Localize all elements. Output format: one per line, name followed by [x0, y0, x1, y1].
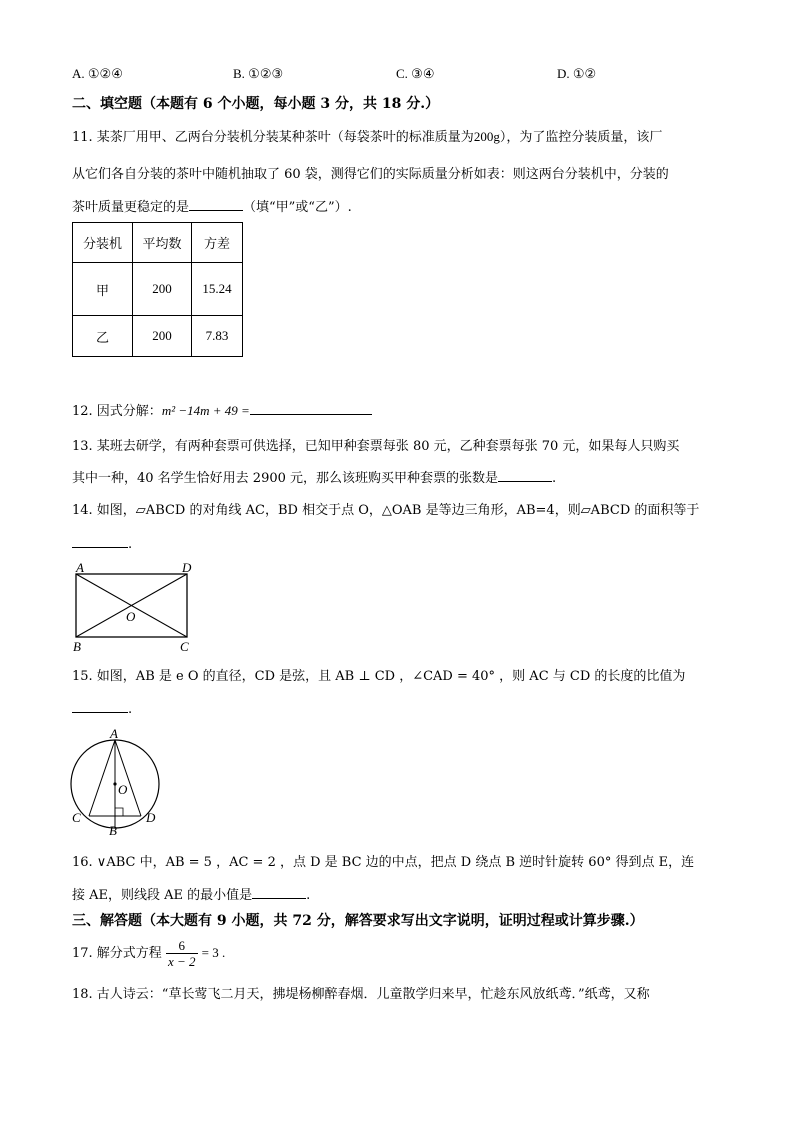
table-cell: 甲	[73, 263, 133, 316]
q16-line2	[72, 886, 310, 905]
q11-line1	[72, 128, 662, 147]
table-cell: 15.24	[192, 263, 243, 316]
label-b: B	[73, 639, 81, 654]
label-o: O	[118, 782, 128, 797]
center-dot	[113, 782, 116, 785]
q17-fraction	[166, 938, 198, 969]
q16-line2b: .	[306, 888, 311, 903]
q18-line1: 18. 古人诗云：“草长莺飞二月天，拂堤杨柳醉春烟．儿童散学归来早，忙趁东风放纸鸢．”纸鸢，又称	[72, 987, 650, 1002]
q11-line1a: 11. 某茶厂用甲、乙两台分装机分装某种茶叶（每袋茶叶的标准质量为	[72, 130, 474, 145]
q11-line2: 从它们各自分装的茶叶中随机抽取了 60 袋，测得它们的实际质量分析如表：则这两台分装机中，分装的	[72, 167, 669, 182]
label-c: C	[72, 810, 81, 825]
q15-line2-end: .	[128, 702, 133, 717]
q13-line2	[72, 469, 556, 488]
q17-denominator: x − 2	[167, 954, 196, 969]
label-c: C	[180, 639, 189, 654]
option-c: C. ③④	[396, 66, 435, 81]
q13-line1: 13. 某班去研学，有两种套票可供选择，已知甲种套票每张 80 元，乙种套票每张 70 元，如果每人只购买	[72, 439, 680, 454]
table-cell: 7.83	[192, 316, 243, 357]
q17-line	[72, 936, 225, 971]
table-cell: 200	[133, 263, 192, 316]
q14-rectangle-figure	[70, 558, 200, 654]
q11-line3a: 茶叶质量更稳定的是	[72, 200, 190, 215]
q13-line2b: .	[552, 471, 557, 486]
q12-text: 12. 因式分解：	[72, 404, 162, 419]
q12-expr: m² −14m + 49 =	[161, 403, 250, 418]
q15-line1: 15. 如图，AB 是 e O 的直径，CD 是弦，且 AB ⊥ CD ，∠CAD = 40° ，则 AC 与 CD 的长度的比值为	[72, 669, 686, 684]
table-header: 平均数	[133, 223, 192, 263]
q11-line1b: ），为了监控分装质量，该厂	[499, 130, 663, 145]
label-a: A	[110, 727, 118, 741]
q15-line2	[72, 700, 132, 719]
label-a: A	[76, 560, 84, 575]
q17-numerator: 6	[166, 938, 198, 954]
q13-line2a: 其中一种，40 名学生恰好用去 2900 元，那么该班购买甲种套票的张数是	[72, 471, 499, 486]
q11-table	[72, 222, 243, 357]
table-row	[73, 316, 243, 357]
q15-circle-figure	[68, 727, 168, 839]
q11-answer-blank	[189, 198, 243, 211]
q12-line	[72, 402, 372, 421]
q17-rhs: = 3 .	[201, 945, 226, 960]
q13-answer-blank	[498, 469, 552, 482]
q16-line1: 16. ∨ABC 中，AB = 5 ，AC = 2 ，点 D 是 BC 边的中点，把点 D 绕点 B 逆时针旋转 60° 得到点 E，连	[72, 855, 695, 870]
label-b: B	[109, 823, 117, 838]
q11-line3	[72, 198, 352, 217]
q16-answer-blank	[252, 886, 306, 899]
section2-title: 二、填空题（本题有 6 个小题，每小题 3 分，共 18 分.）	[72, 96, 440, 112]
q12-answer-blank	[250, 402, 372, 415]
table-header: 分装机	[73, 223, 133, 263]
q17-text: 17. 解分式方程	[72, 946, 162, 961]
right-angle-mark	[115, 808, 123, 816]
q11-line3b: （填“甲”或“乙”）.	[243, 200, 352, 215]
table-row	[73, 263, 243, 316]
q14-answer-blank	[72, 535, 128, 548]
chord-ac	[89, 740, 115, 816]
table-header-row	[73, 223, 243, 263]
chord-ad	[115, 740, 141, 816]
q14-line2	[72, 535, 132, 554]
option-b: B. ①②③	[233, 66, 284, 81]
q14-line2-end: .	[128, 537, 133, 552]
label-d: D	[182, 560, 192, 575]
option-d: D. ①②	[557, 66, 597, 81]
label-o: O	[126, 609, 136, 624]
table-header: 方差	[192, 223, 243, 263]
q16-line2a: 接 AE，则线段 AE 的最小值是	[72, 888, 253, 903]
label-d: D	[146, 810, 156, 825]
option-a: A. ①②④	[72, 66, 123, 81]
q11-mass: 200g	[473, 129, 500, 144]
q14-line1: 14. 如图，▱ABCD 的对角线 AC，BD 相交于点 O，△OAB 是等边三角形，AB=4，则▱ABCD 的面积等于	[72, 503, 700, 518]
table-cell: 200	[133, 316, 192, 357]
table-cell: 乙	[73, 316, 133, 357]
q15-answer-blank	[72, 700, 128, 713]
section3-title: 三、解答题（本大题有 9 小题，共 72 分，解答要求写出文字说明，证明过程或计算步骤.）	[72, 913, 644, 929]
